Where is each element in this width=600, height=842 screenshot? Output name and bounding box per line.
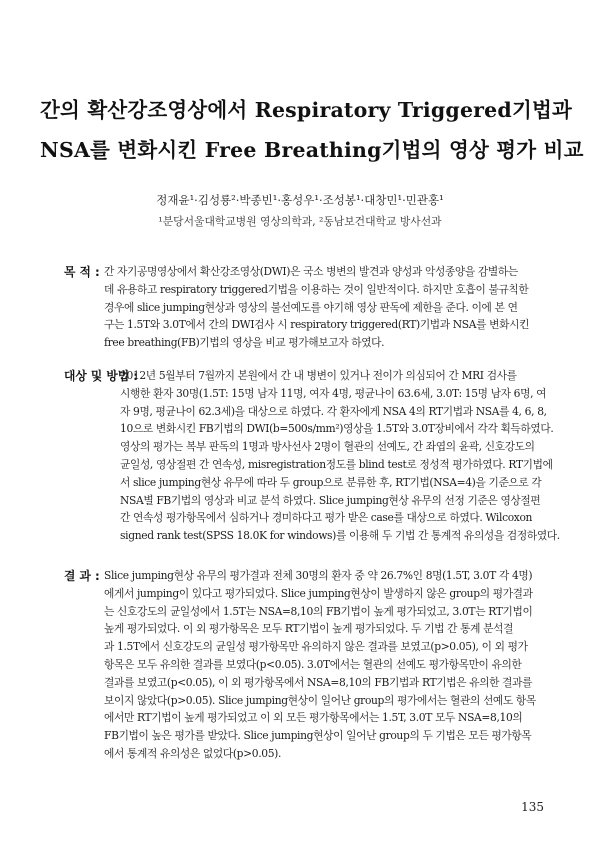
body-line: 간 연속성 평가항목에서 심하거나 경미하다고 평가 받은 case를 대상으로 하였다. Wilcoxon [120, 511, 533, 525]
body-line: 에서 통계적 유의성은 없었다(p>0.05). [104, 746, 282, 760]
body-line: 간 자기공명영상에서 확산강조영상(DWI)은 국소 병변의 발견과 양성과 악성종양을 감별하는 [104, 265, 518, 278]
body-line: 에게서 jumping이 있다고 평가되었다. Slice jumping현상이 발생하지 않은 group의 평가결과 [104, 586, 533, 600]
body-line: 결과를 보였고(p<0.05), 이 외 평가항목에서 NSA=8,10의 FB기법과 RT기법은 유의한 결과를 [104, 675, 533, 689]
body-line: 10으로 변화시킨 FB기법의 DWI(b=500s/mm²)영상을 1.5T와 3.0T장비에서 각각 획득하였다. [120, 422, 554, 436]
body-line: 경우에 slice jumping현상과 영상의 불선예도를 야기해 영상 판독에 제한을 준다. 이에 본 연 [104, 300, 518, 314]
body-line: 에서만 RT기법이 높게 평가되었고 이 외 모든 평가항목에서는 1.5T, 3.0T 모두 NSA=8,10의 [104, 711, 523, 725]
body-line: 균일성, 영상절편 간 연속성, misregistration정도를 blind test로 정성적 평가하였다. RT기법에 [120, 457, 553, 471]
body-line: Slice jumping현상 유무의 평가결과 전체 30명의 환자 중 약 26.7%인 8명(1.5T, 3.0T 각 4명) [104, 569, 533, 582]
section-label-purpose: 목 적 : [64, 265, 100, 279]
section-label-results: 결 과 : [64, 569, 100, 583]
body-line: 구는 1.5T와 3.0T에서 간의 DWI검사 시 respiratory triggered(RT)기법과 NSA를 변화시킨 [104, 318, 530, 332]
body-line: 는 신호강도의 균일성에서 1.5T는 NSA=8,10의 FB기법이 높게 평가되었고, 3.0T는 RT기법이 [104, 604, 533, 618]
section-body-methods [120, 367, 560, 545]
body-line: free breathing(FB)기법의 영상을 비교 평가해보고자 하였다. [104, 336, 385, 350]
paper-title-line-1: 간의 확산강조영상에서 Respiratory Triggered기법과 [40, 98, 572, 122]
body-line: 보이지 않았다(p>0.05). Slice jumping현상이 일어난 group의 평가에서는 혈관의 선예도 항목 [104, 693, 536, 707]
body-line: 시행한 환자 30명(1.5T: 15명 남자 11명, 여자 4명, 평균나이 63.6세, 3.0T: 15명 남자 6명, 여 [120, 386, 547, 400]
body-line: NSA별 FB기법의 영상과 비교 분석 하였다. Slice jumping현상 유무의 선정 기준은 영상절편 [120, 493, 541, 507]
body-line: 서 slice jumping현상 유무에 따라 두 group으로 분류한 후, RT기법(NSA=4)을 기준으로 각 [120, 475, 542, 489]
body-line: 높게 평가되었다. 이 외 평가항목은 모두 RT기법이 높게 평가되었다. 두 기법 간 통계 분석결 [104, 622, 514, 636]
body-line: 자 9명, 평균나이 62.3세)을 대상으로 하였다. 각 환자에게 NSA 4의 RT기법과 NSA를 4, 6, 8, [120, 404, 547, 418]
page-number: 135 [521, 800, 544, 814]
section-label-methods: 대상 및 방법 : [64, 369, 139, 383]
body-line: 데 유용하고 respiratory triggered기법을 이용하는 것이 일반적이다. 하지만 호흡이 불규칙한 [104, 282, 529, 296]
body-line: 과 1.5T에서 신호강도의 균일성 평가항목만 유의하지 않은 결과를 보였고(p>0.05), 이 외 평가 [104, 640, 528, 654]
body-line: signed rank test(SPSS 18.0K for windows)를 이용해 두 기법 간 통계적 유의성을 검정하였다. [120, 529, 560, 543]
paper-title-line-2: NSA를 변화시킨 Free Breathing기법의 영상 평가 비교 [40, 138, 584, 162]
affiliation-list: ¹분당서울대학교병원 영상의학과, ²동남보건대학교 방사선과 [158, 215, 442, 228]
section-body-results [104, 567, 544, 763]
section-body-purpose [104, 263, 544, 352]
body-line: FB기법이 높은 평가를 받았다. Slice jumping현상이 일어난 group의 두 기법은 모든 평가항목 [104, 729, 532, 743]
body-line: 2012년 5월부터 7월까지 본원에서 간 내 병변이 있거나 전이가 의심되어 간 MRI 검사를 [120, 369, 517, 382]
body-line: 항목은 모두 유의한 결과를 보였다(p<0.05). 3.0T에서는 혈관의 선예도 평가항목만이 유의한 [104, 657, 522, 671]
author-list: 정재윤¹·김성룡²·박종빈¹·홍성우¹·조성봉¹·대창민¹·민관홍¹ [156, 193, 444, 207]
body-line: 영상의 평가는 복부 판독의 1명과 방사선사 2명이 혈관의 선예도, 간 좌엽의 윤곽, 신호강도의 [120, 440, 535, 454]
